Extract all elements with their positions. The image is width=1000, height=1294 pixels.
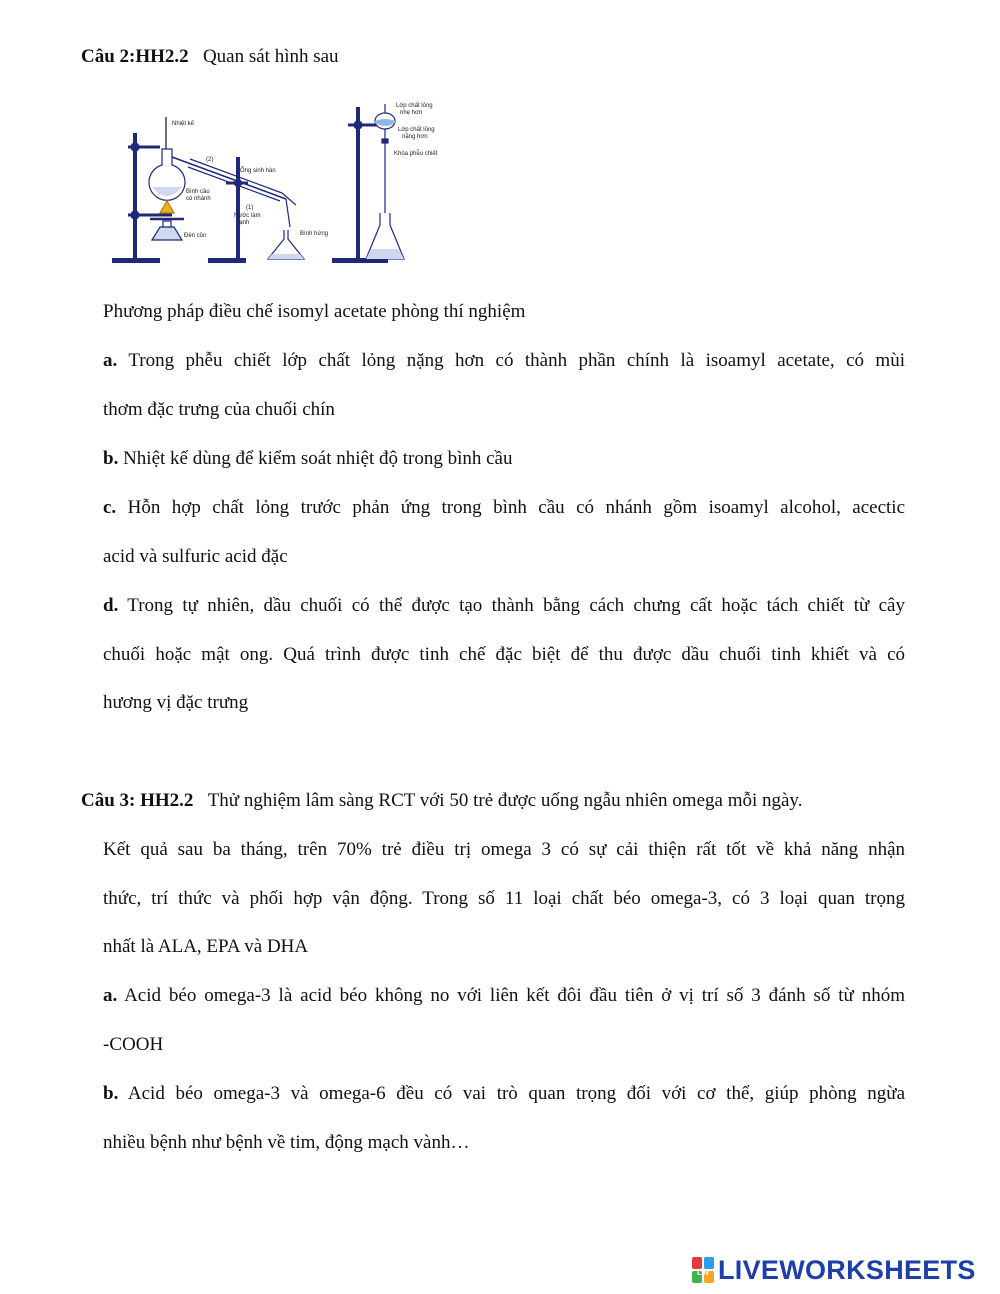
q3-b-text-2: nhiều bệnh như bệnh về tim, động mạch vành… (103, 1132, 470, 1153)
label-water-2: lạnh (238, 220, 250, 226)
q3-text-3: thức, trí thức và phối hợp vận động. Trong số 11 loại chất béo omega-3, có 3 loại quan trọng (103, 888, 905, 909)
q2-label: Câu 2:HH2.2 (81, 46, 189, 67)
q3-b-label: b. (103, 1083, 119, 1104)
logo-text: LIVEWORKSHEETS (718, 1254, 976, 1285)
label-flask-1: Bình cầu (186, 189, 210, 195)
q2-intro: Phương pháp điều chế isomyl acetate phòng thí nghiệm (103, 301, 526, 322)
q2-d-label: d. (103, 595, 119, 616)
label-heavy-1: Lớp chất lỏng (398, 127, 435, 133)
q3-b-text-1: Acid béo omega-3 và omega-6 đều có vai trò quan trọng đối với cơ thể, giúp phòng ngừa (127, 1083, 905, 1104)
q2-option-c (103, 497, 905, 519)
q3-a-label: a. (103, 985, 118, 1006)
logo-icon-letters: LW (697, 1268, 709, 1277)
q2-c-text-1: Hỗn hợp chất lỏng trước phản ứng trong bình cầu có nhánh gồm isoamyl alcohol, acectic (127, 497, 906, 518)
label-water-1: Nước làm (234, 213, 261, 219)
lab-apparatus-figure (100, 95, 438, 270)
label-n2: (2) (206, 157, 214, 163)
label-light-2: nhẹ hơn (400, 110, 423, 116)
q2-d-text-3: hương vị đặc trưng (103, 692, 249, 713)
q2-a-label: a. (103, 350, 118, 371)
label-light-1: Lớp chất lỏng (396, 103, 433, 109)
q3-a-text-1: Acid béo omega-3 là acid béo không no với liên kết đôi đầu tiên ở vị trí số 3 đánh số từ nhóm (124, 985, 905, 1006)
q2-header (81, 46, 339, 68)
q2-title: Quan sát hình sau (202, 46, 339, 67)
q3-a-text-2: -COOH (103, 1034, 164, 1055)
label-n1: (1) (246, 205, 254, 211)
label-receiver: Bình hứng (300, 231, 329, 237)
q3-text-4: nhất là ALA, EPA và DHA (103, 936, 309, 957)
q2-a-text-1: Trong phễu chiết lớp chất lỏng nặng hơn có thành phần chính là isoamyl acetate, có mùi (128, 350, 905, 371)
q2-c-label: c. (103, 497, 117, 518)
q3-option-b (103, 1083, 905, 1105)
label-flask-2: có nhánh (186, 196, 211, 202)
q2-option-d (103, 595, 905, 617)
q2-b-label: b. (103, 448, 119, 469)
q2-a-text-2: thơm đặc trưng của chuối chín (103, 399, 335, 420)
label-lamp: Đèn cồn (184, 233, 207, 239)
q2-d-text-1: Trong tự nhiên, dầu chuối có thể được tạo thành bằng cách chưng cất hoặc tách chiết từ cây (127, 595, 905, 616)
q3-text-1: Thử nghiệm lâm sàng RCT với 50 trẻ được uống ngẫu nhiên omega mỗi ngày. (207, 790, 803, 811)
q3-label: Câu 3: HH2.2 (81, 790, 194, 811)
label-thermometer: Nhiệt kế (172, 121, 195, 127)
q3-header (81, 790, 905, 812)
q2-d-text-2: chuối hoặc mật ong. Quá trình được tinh chế đặc biệt để thu được dầu chuối tinh khiết và có (103, 644, 905, 665)
q2-b-text-1: Nhiệt kế dùng để kiểm soát nhiệt độ trong bình cầu (123, 448, 513, 469)
label-stopcock: Khóa phễu chiết (394, 151, 438, 157)
label-condenser: Ống sinh hàn (240, 168, 276, 174)
q3-text-2: Kết quả sau ba tháng, trên 70% trẻ điều trị omega 3 có sự cải thiện rất tốt về khả năng nhận (103, 839, 905, 860)
liveworksheets-logo[interactable] (692, 1255, 976, 1285)
q2-option-b (103, 448, 905, 470)
q3-option-a (103, 985, 905, 1007)
q2-option-a (103, 350, 905, 372)
liveworksheets-icon (692, 1257, 714, 1283)
apparatus-diagram (100, 95, 438, 270)
label-heavy-2: nặng hơn (402, 134, 428, 140)
q2-c-text-2: acid và sulfuric acid đặc (103, 546, 288, 567)
